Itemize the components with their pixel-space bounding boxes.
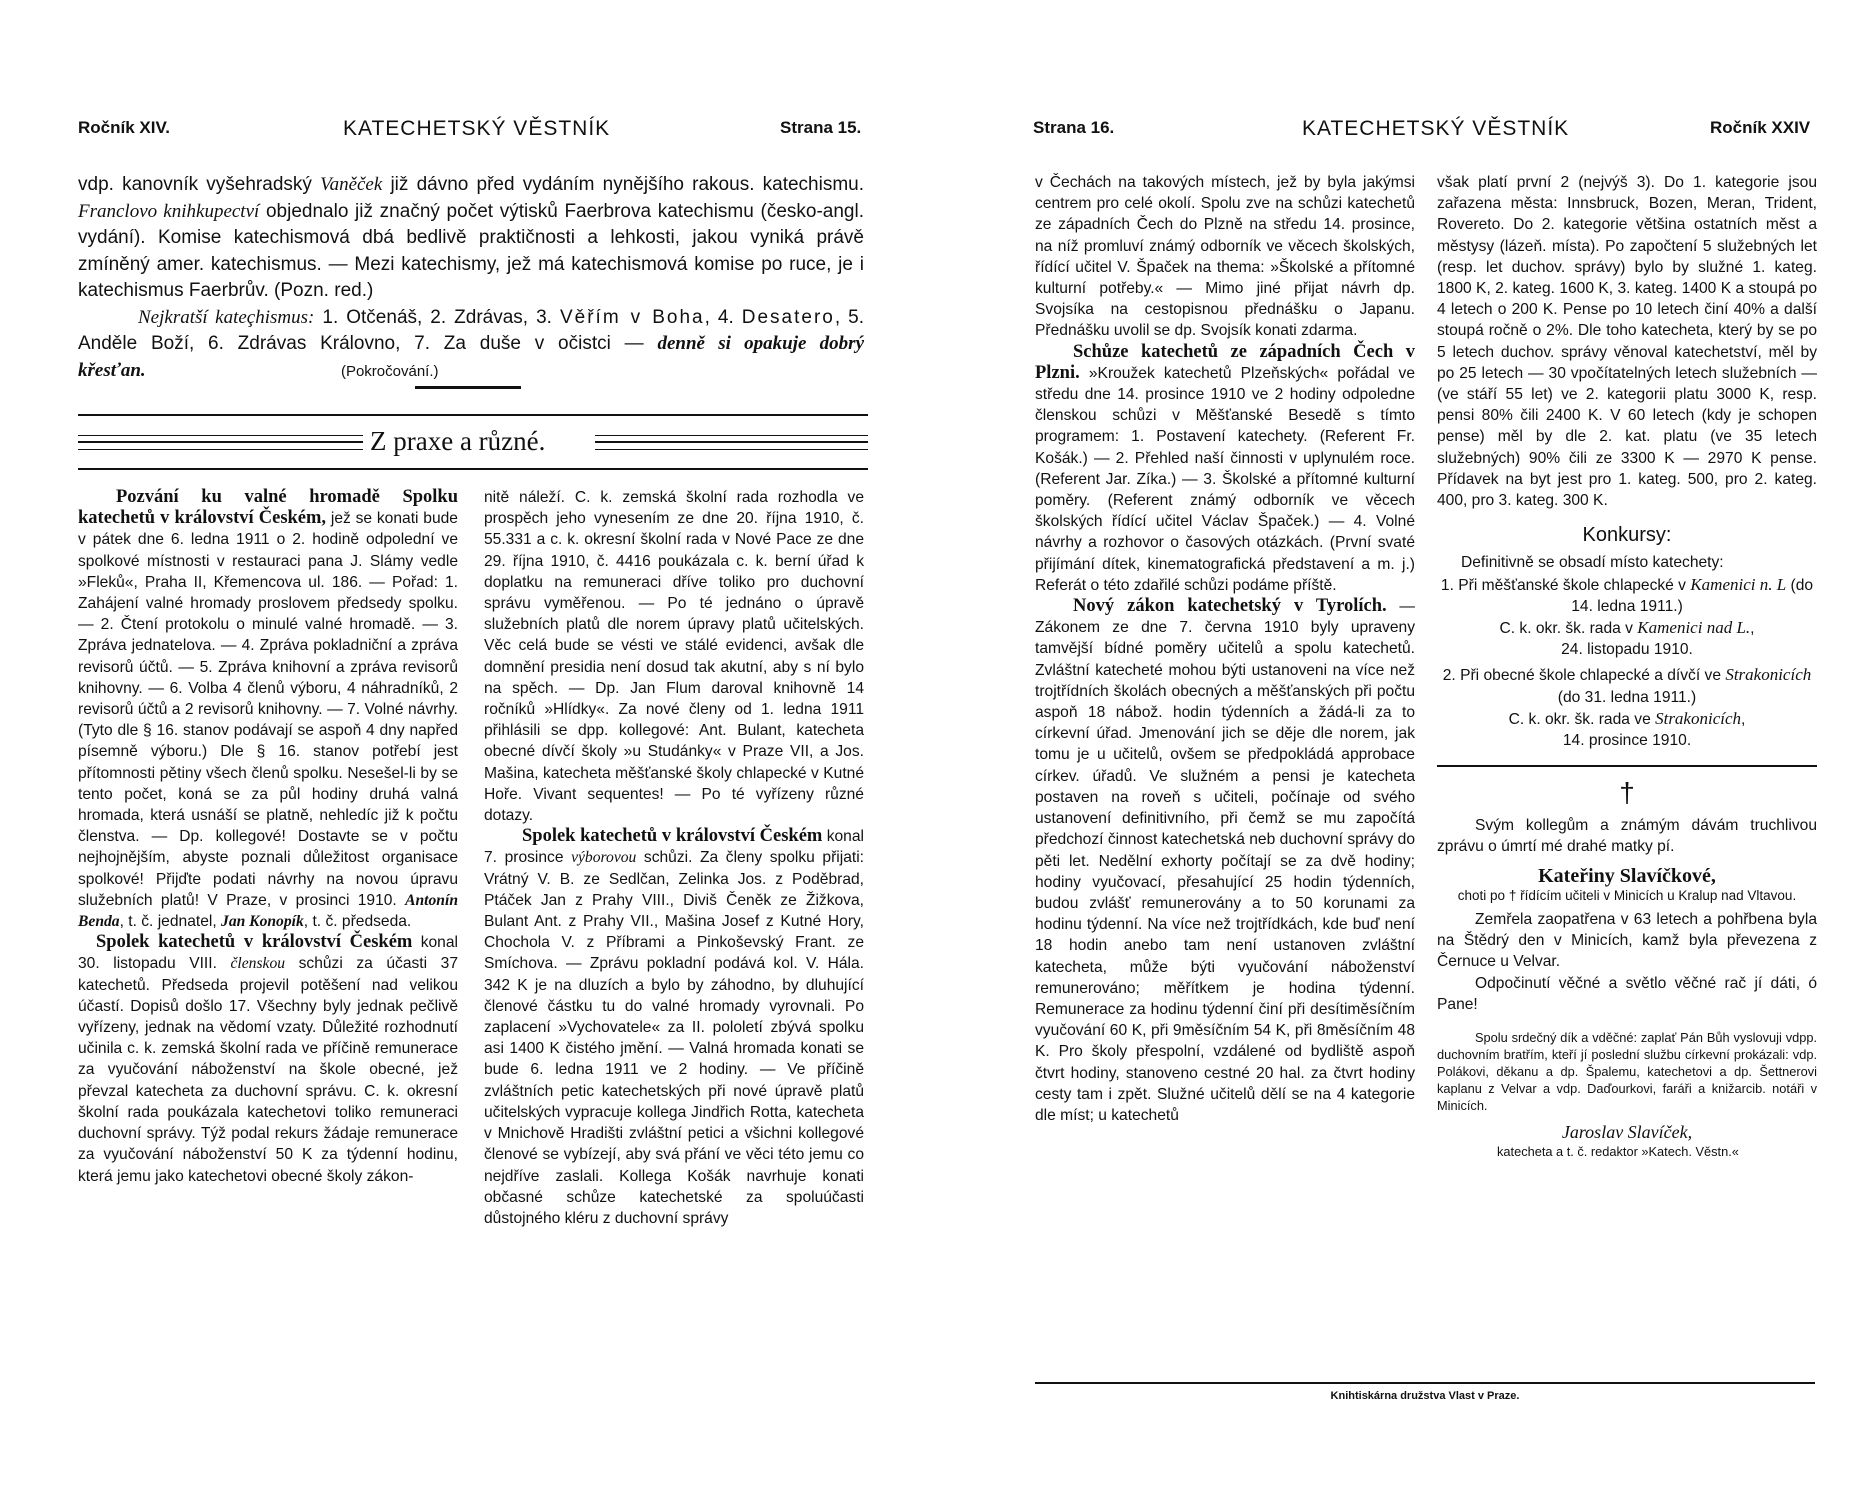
article-spolek-dec: Spolek katechetů v království Českém konal 7. prosince výborovou schůzi. Za členy spolku přijati: Vrátný V. B. ze Sedlčan, Zelinka Jos. z Poděbrad, Ptáček Jan z Prahy VIII., Diviš Čeněk ze Žižkova, Bulant Ant. z Prahy VII., Mašina Josef z Kutné Hory, Chochola V. z Příbrami a Pinkoševský Frant. ze Smíchova. — Zprávu pokladní podává kol. V. Hála. 342 K je na dluzích a bylo by záhodno, by dluhující členové částku tu do valné hromady vyrovnali. Po zaplacení »Vychovatele« za II. pololetí zbývá spolku asi 1400 K čistého jmění. — Valná hromada konati se bude 6. ledna 1911 ve 2 hodiny. — Ve příčině zvláštních petic katechetských při nové úpravě platů učitelských vypracuje kollega Jindřich Rotta, katecheta v Mnichově Hradišti zvláštní petici a všichni kollegové členové se vybízejí, aby svá přání ve věci této jemu co nejdříve zaslali. Kollega Košák navrhuje konati občasné schůze katechetské za spoluúčasti důstojného kléru z duchovní správy <box>484 826 864 1227</box>
intro-end-rule <box>415 386 521 389</box>
right-header-volume: Ročník XXIV <box>1710 118 1811 137</box>
left-column-1 <box>78 487 458 1187</box>
article-tyrol-heading: Nový zákon katechetský v Tyrolích. <box>1073 596 1387 617</box>
cross-icon: † <box>1619 777 1635 809</box>
article-spolek-nov: Spolek katechetů v království Českém konal 30. listopadu VIII. členskou schůzi za účasti 37 katechetů. Předseda projevil potěšení nad velikou účastí. Dopisů došlo 17. Všechny byly jednak pečlivě vyřízeny, jednak na vědomí vzaty. Důležité rozhodnutí učinila c. k. zemská školní rada ve příčině remunerace za vyučování náboženství na škole obecné, jež převzal katecheta za duchovní správu. C. k. okresní školní rada poukázala katechetovi toliko remuneraci duchovní správy. Týž podal rekurs žádaje remunerace za vyučování náboženství 50 K za týdenní hodinu, která jemu jako katechetovi obecné školy zákon- <box>78 932 458 1185</box>
konkurs-2: 2. Při obecné škole chlapecké a dívčí ve Strakonicích (do 31. ledna 1911.) <box>1442 665 1812 706</box>
konkurs-2-authority: C. k. okr. šk. rada ve Strakonicích, <box>1508 708 1746 728</box>
right-header-title: KATECHETSKÝ VĚSTNÍK <box>1302 117 1570 140</box>
intro-paragraph-1: vdp. kanovník vyšehradský Vaněček již dávno před vydáním nynějšího rakous. katechismu. Franclovo knihkupectví objednalo již značný počet výtisků Faerbrova katechismu (česko-angl. vydání). Komise katechismová dbá bedlivě praktičnosti a lehkosti, jakou vyniká právě zmíněný amer. katechismus. — Mezi katechismy, jež má katechismová komise po ruce, je i katechismus Faerbrův. (Pozn. red.) <box>78 174 865 301</box>
article-invitation-heading: Pozvání ku valné hromadě Spolku katechetů v království Českém, <box>78 487 458 529</box>
left-header-title: KATECHETSKÝ VĚSTNÍK <box>343 117 611 140</box>
printer-imprint: Knihtiskárna družstva Vlast v Praze. <box>1330 1390 1520 1402</box>
obituary-name: Kateřiny Slavíčkové, <box>1538 864 1716 887</box>
article-continued-2: v Čechách na takových místech, jež by byla jakýmsi centrem pro celé okolí. Spolu zve na schůzi katechetů ze západních Čech do Plzně na středu 14. prosince, na níž promluví známý odborník ve věcech školských, řídící učitel V. Špaček na thema: »Školské a přítomné kulturní potřeby.« — Mimo jiné přijat návrh dp. Svojsíka na cestopisnou přednášku o Japanu. Přednášku uvolil se dp. Svojsík konati zdarma. <box>1035 174 1415 340</box>
obituary-thanks: Spolu srdečný dík a vděčné: zaplať Pán Bůh vyslovuji vdpp. duchovním bratřím, kteří jí poslední službu církevní prokázali: vdp. Polákovi, děkanu a dp. Špalemu, katechetovi a dp. Šettnerovi kaplanu z Velvar a vdp. Daďourkovi, faráři a knižarcib. notáři v Minicích. <box>1437 1029 1817 1113</box>
konkurs-1-date: 24. listopadu 1910. <box>1561 641 1693 659</box>
left-header-page: Strana 15. <box>780 118 862 137</box>
obituary-signature: Jaroslav Slavíček, <box>1561 1121 1693 1142</box>
konkurs-1-authority: C. k. okr. šk. rada v Kamenici nad L., <box>1499 618 1755 638</box>
article-invitation: Pozvání ku valné hromadě Spolku katechetů v království Českém, jež se konati bude v pátek dne 6. ledna 1911 o 2. hodině odpolední ve spolkové místnosti v restauraci pana J. Slámy vedle »Fleků«, Praha II, Křemencova ul. 186. — Pořad: 1. Zahájení valné hromady proslovem předsedy spolku. — 2. Čtení protokolu o minulé valné hromadě. — 3. Zpráva jednatelova. — 4. Zpráva pokladniční a zpráva revisorů účtů. — 5. Zpráva knihovní a zpráva revisorů knihovny. — 6. Volba 4 členů výboru, 4 náhradníků, 2 revisorů účtů a 2 revisorů knihovny. — 7. Volné návrhy. (Tyto dle § 16. stanov podávají se aspoň 4 dny napřed písemně výboru.) Dle § 16. stanov potřebí jest přítomnosti pětiny všech členů spolku. Nesešel-li by se tento počet, koná se za půl hodiny druhá valná hromada, která usnáší se platně, nehledíc již k počtu členstva. — Dp. kollegové! Dostavte se v počtu nejhojnějším, abyste poznali důležitost organisace spolkové! Přijďte podati návrhy na novou úpravu služebních platů! V Praze, v prosinci 1910. Antonín Benda, t. č. jednatel, Jan Konopík, t. č. předseda. <box>78 487 458 931</box>
obituary-death: Zemřela zaopatřena v 63 letech a pohřbena byla na Štědrý den v Minicích, kamž byla převezena z Černuce u Velvar. <box>1437 910 1817 971</box>
obituary-text: Svým kollegům a známým dávám truchlivou zprávu o úmrtí mé drahé matky pí. <box>1437 817 1817 856</box>
obituary-prayer: Odpočinutí věčné a světlo věčné rač jí dáti, ó Pane! <box>1437 974 1817 1013</box>
obituary-husband: choti po † řídícím učiteli v Minicích u Kralup nad Vltavou. <box>1457 887 1797 903</box>
article-plzen: Schůze katechetů ze západních Čech v Plzni. »Kroužek katechetů Plzeňských« pořádal ve středu dne 14. prosince 1910 ve 2 hodiny odpoledne členskou schůzi v Měšťanské Besedě s tímto programem: 1. Postavení katechety. (Referent Fr. Košák.) — 2. Přehled naší činnosti v uplynulém roce. (Referent Jar. Zíka.) — 3. Školské a přítomné kulturní poměry. (Referent známý odborník ve věcech školských řídící učitel Václav Špaček.) — 4. Volné návrhy a rozhovor o časových otázkách. (První svaté přijímání dítek, kinematografická představení a m. j.) Referát o této zdařilé schůzi podáme příště. <box>1035 341 1415 594</box>
right-column-2 <box>1437 172 1817 1160</box>
article-plzen-heading: Schůze katechetů ze západních Čech v Plzni. <box>1035 341 1415 383</box>
article-spolek-dec-heading: Spolek katechetů v království Českém <box>522 826 823 847</box>
article-tyrol: Nový zákon katechetský v Tyrolích. — Zákonem ze dne 7. června 1910 byly upraveny tamvější bídné poměry učitelů a spolu katechetů. Zvláštní katecheté mohou býti ustanoveni na více než trojtřídních školách obecných a měšťanských při počtu aspoň 18 nábož. hodin týdenních a žádá-li za to církevní úřad. Jmenování jich se děje dle norem, jak tomu je u učitelů, ovšem se předpokládá approbace církev. úřadů. Ve služném a pensi je katecheta postaven na roveň s učiteli, počínaje od svého ustanovení definitivního, při čemž se mu započítá předchozí činnost katechetská neb duchovní správy do pěti let. Nedělní exhorty počítají se za dvě hodiny; hodiny vyučovací, přesahující 25 hodin týdenních, budou zvlášť remunerovány a to 50 korunami za hodinu týdenní. Na více než trojtřídkách, kde buď není 18 hodin anebo tam není ustanoven zvláštní katecheta, může býti vyučování náboženství remunerováno; měřítkem je hodina týdenní. Remunerace za hodinu týdenní činí při desítiměsíčním vyučování 60 K, při 9měsíčním 54 K, při 8měsíčním 48 K. Pro školy přespolní, vzdálené od bydliště aspoň čtvrt hodiny, stanoveno cestné 20 hal. za čtvrt hodiny cesty tam i zpět. Služné učitelů dělí se na 4 kategorie dle míst; u katechetů <box>1035 596 1415 1124</box>
section-title: Z praxe a různé. <box>370 426 546 456</box>
left-column-2 <box>484 487 864 1229</box>
intro-text <box>78 172 864 385</box>
konkursy-intro: Definitivně se obsadí místo katechety: <box>1461 554 1724 572</box>
left-header-volume: Ročník XIV. <box>78 118 170 137</box>
article-tyrol-continued: však platí první 2 (nejvýš 3). Do 1. kategorie jsou zařazena města: Innsbruck, Bozen, Meran, Trident, Rovereto. Do 2. kategorie většina ostatních měst a městysy (lázeň. místa). Po započtení 5 služebných let (resp. let duchov. správy) bylo by služné 1. kateg. 1800 K, 2. kateg. 1600 K, 3. kateg. 1400 K a stoupá po 4 letech o 200 K. Pense po 10 letech činí 40% a další stoupá ročně o 2%. Dle toho katecheta, který by se po 5 letech duchov. správy věnoval katechetství, měl by po 25 letech — 30 vpočítatelných letech služebních — (ve stáří 55 let) ve 2. kategorii platu 3000 K, resp. pensi 80% čili 2400 K. V 60 letech (kdy je schopen pense) měl by dle 2. kat. platu (ve 35 letech služebných) 90% čili ze 3300 K — 2970 K pense. Přídavek na byt jest pro 1. kateg. 500, pro 2. kateg. 400, pro 3. kateg. 300 K. <box>1437 174 1817 510</box>
konkurs-2-date: 14. prosince 1910. <box>1562 732 1692 750</box>
konkursy-title: Konkursy: <box>1582 524 1672 547</box>
footer-rule <box>1035 1382 1815 1384</box>
right-column-1 <box>1035 172 1415 1126</box>
article-spolek-nov-heading: Spolek katechetů v království Českém <box>96 932 413 953</box>
intro-paragraph-2: Nejkratší kateçhismus: 1. Otčenáš, 2. Zdrávas, 3. Věřím v Boha, 4. Desatero, 5. Anděle Boží, 6. Zdrávas Královno, 7. Za duše v očistci — denně si opakuje dobrý křesťan. (Pokročování.) <box>78 306 865 381</box>
obituary-signature-title: katecheta a t. č. redaktor »Katech. Věstn.« <box>1497 1144 1739 1160</box>
konkurs-1: 1. Při měšťanské škole chlapecké v Kamenici n. L (do 14. ledna 1911.) <box>1440 574 1814 615</box>
right-header-page: Strana 16. <box>1033 118 1115 137</box>
article-continued: nitě náleží. C. k. zemská školní rada rozhodla ve prospěch jeho vynesením ze dne 20. října 1910, č. 55.331 a c. k. okresní školní rada v Nové Pace ze dne 29. října 1910, č. 4416 poukázala c. k. berní úřad k doplatku na remuneraci dříve toliko pro duchovní správu vyměřenou. — Po té jednáno o úpravě služebních platů dle norem úpravy platů učitelských. Věc celá bude se vésti ve stálé evidenci, avšak dle domnění presidia není dosud tak akutní, aby s ní bylo na spěch. — Dp. Jan Flum daroval knihovně 14 ročníků »Hlídky«. Za nové členy od 1. ledna 1911 přihlásili se dpp. kollegové: Ant. Bulant, katecheta obecné dívčí školy »u Studánky« v Praze VII, a Jos. Mašina, katecheta měšťanské školy chlapecké v Kutné Hoře. Vivant sequentes! — Po té vyřízeny různé dotazy. <box>484 489 864 825</box>
obituary-rule <box>1437 765 1817 767</box>
